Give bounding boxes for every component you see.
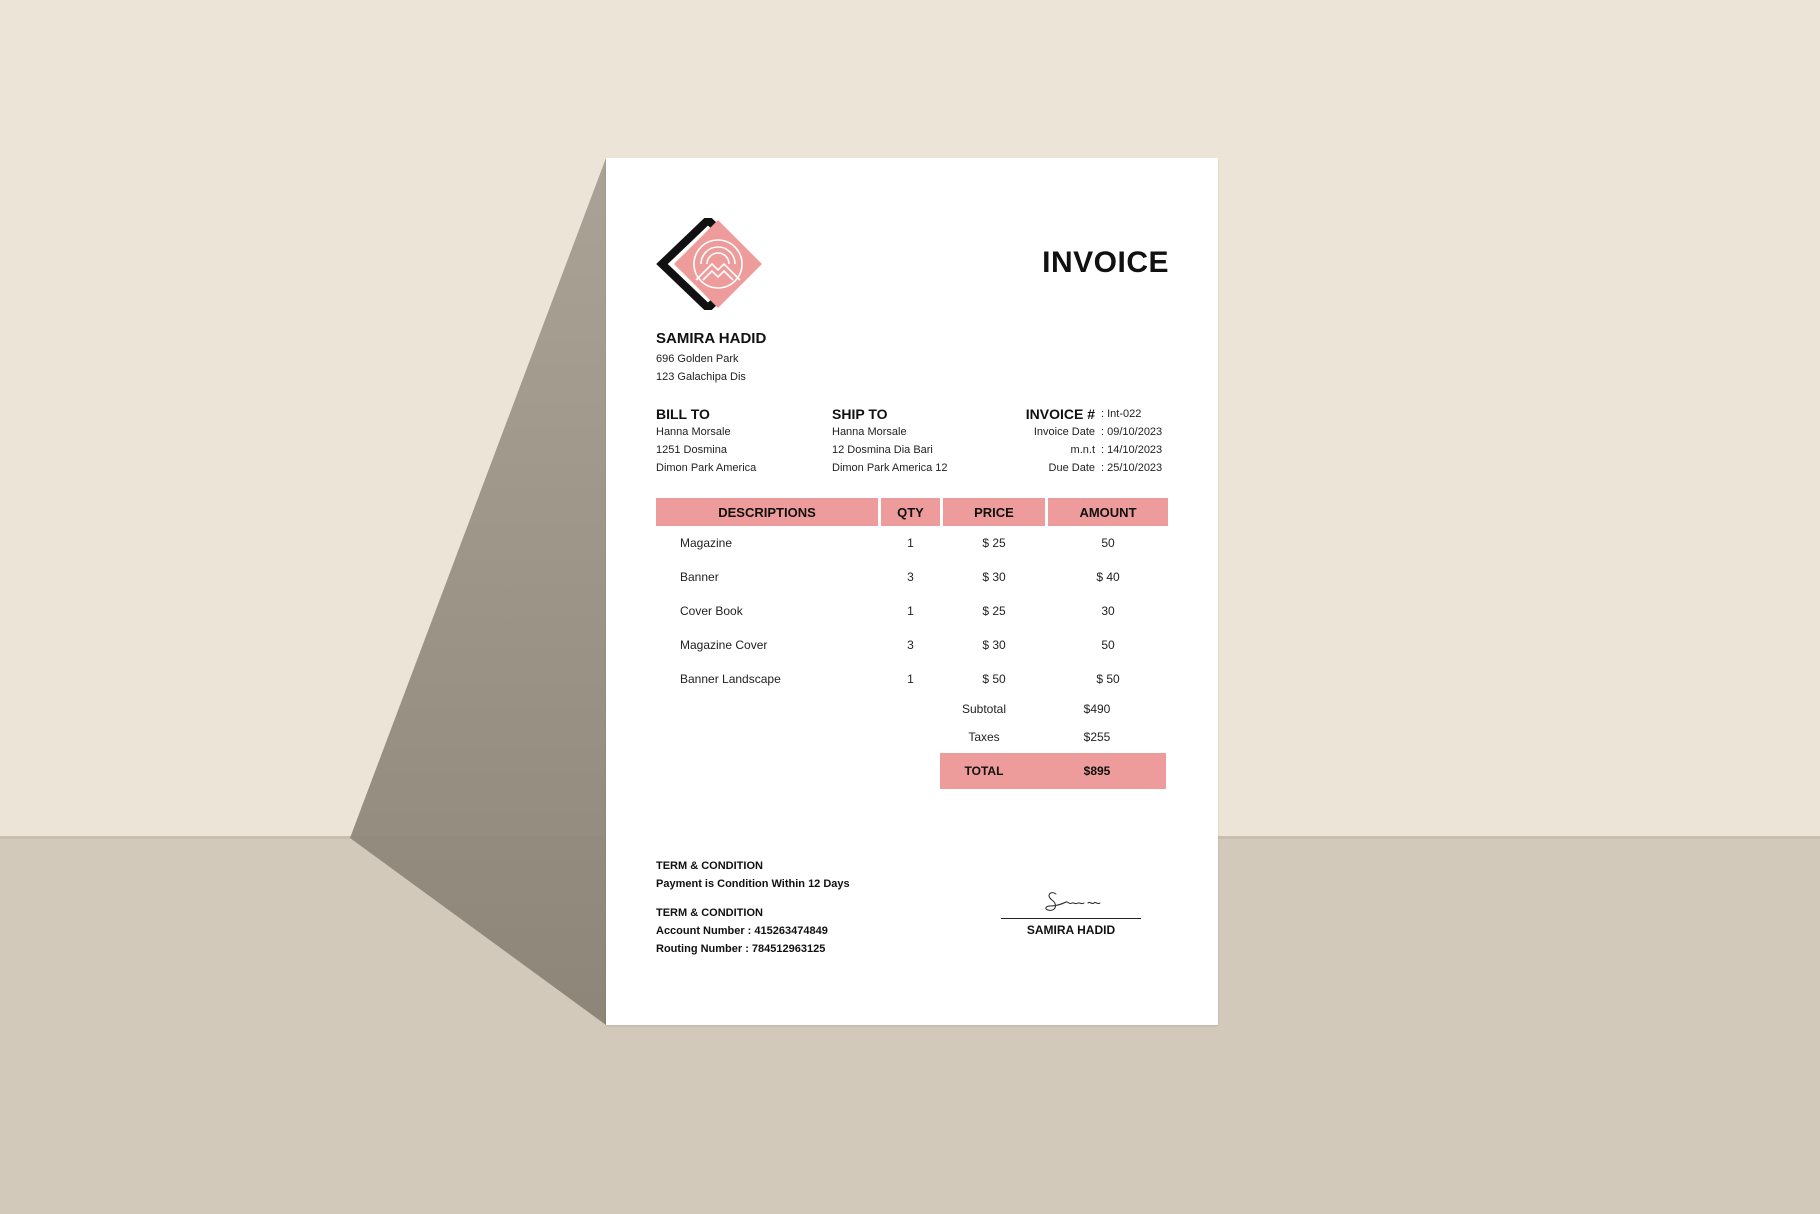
item-price: $ 30 [982, 570, 1006, 584]
ship-to-line2: Dimon Park America 12 [832, 462, 948, 474]
header-descriptions: DESCRIPTIONS [656, 498, 878, 526]
account-number: Account Number : 415263474849 [656, 925, 828, 937]
sender-block [656, 330, 766, 386]
table-row [656, 628, 1168, 662]
company-logo [656, 218, 766, 310]
signature-line [1001, 918, 1141, 919]
invoice-date-label: Invoice Date [1033, 426, 1095, 438]
total-value: $895 [1083, 764, 1111, 778]
header-qty: QTY [881, 498, 940, 526]
header-amount: AMOUNT [1048, 498, 1168, 526]
item-amount: 50 [1101, 536, 1115, 550]
table-row [656, 560, 1168, 594]
item-qty: 3 [907, 570, 914, 584]
bill-to-line2: Dimon Park America [656, 462, 757, 474]
routing-number: Routing Number : 784512963125 [656, 943, 826, 955]
subtotal-row [940, 695, 1166, 723]
item-price: $ 30 [982, 638, 1006, 652]
bill-to-name: Hanna Morsale [656, 426, 731, 438]
item-price: $ 50 [982, 672, 1006, 686]
invoice-number-label: INVOICE # [1025, 406, 1095, 422]
invoice-meta-block [1001, 405, 1171, 477]
table-row [656, 594, 1168, 628]
sender-name: SAMIRA HADID [656, 330, 767, 347]
invoice-number-value: : Int-022 [1101, 408, 1142, 420]
item-amount: 50 [1101, 638, 1115, 652]
item-description: Banner Landscape [680, 672, 781, 686]
invoice-date-row [1001, 423, 1171, 441]
invoice-date-value: : 09/10/2023 [1101, 426, 1163, 438]
item-qty: 1 [907, 604, 914, 618]
invoice-mnt-value: : 14/10/2023 [1101, 444, 1163, 456]
invoice-number-row [1001, 405, 1171, 423]
bill-to-heading: BILL TO [656, 406, 710, 422]
terms-payment-text: Payment is Condition Within 12 Days [656, 878, 850, 890]
invoice-due-row [1001, 459, 1171, 477]
total-label: TOTAL [964, 764, 1004, 778]
item-qty: 1 [907, 536, 914, 550]
signatory-name: SAMIRA HADID [1026, 923, 1116, 937]
ship-to-line1: 12 Dosmina Dia Bari [832, 444, 933, 456]
table-row [656, 662, 1168, 696]
bill-to-line1: 1251 Dosmina [656, 444, 727, 456]
invoice-due-value: : 25/10/2023 [1101, 462, 1163, 474]
item-description: Magazine Cover [680, 638, 768, 652]
terms-heading-1: TERM & CONDITION [656, 860, 763, 872]
item-amount: $ 50 [1096, 672, 1120, 686]
subtotal-value: $490 [1083, 702, 1111, 716]
table-row [656, 526, 1168, 560]
invoice-paper [606, 158, 1218, 1025]
handwritten-signature [1026, 884, 1116, 916]
item-description: Banner [680, 570, 719, 584]
subtotal-label: Subtotal [961, 702, 1007, 716]
total-row [940, 753, 1166, 789]
invoice-due-label: Due Date [1048, 462, 1095, 474]
item-description: Magazine [680, 536, 733, 550]
ship-to-name: Hanna Morsale [832, 426, 907, 438]
bill-to-block [656, 405, 756, 477]
table-header-row [656, 498, 1168, 526]
invoice-mnt-row [1001, 441, 1171, 459]
invoice-mnt-label: m.n.t [1070, 444, 1095, 456]
item-qty: 1 [907, 672, 914, 686]
signature-block [1001, 884, 1141, 937]
terms-block [656, 857, 850, 958]
ship-to-heading: SHIP TO [832, 406, 888, 422]
item-price: $ 25 [982, 604, 1006, 618]
item-amount: 30 [1101, 604, 1115, 618]
totals-block [940, 695, 1166, 789]
ship-to-block [832, 405, 948, 477]
taxes-row [940, 723, 1166, 751]
item-amount: $ 40 [1096, 570, 1120, 584]
line-items-table [653, 498, 1171, 696]
item-price: $ 25 [982, 536, 1006, 550]
taxes-value: $255 [1083, 730, 1111, 744]
sender-address-line2: 123 Galachipa Dis [656, 371, 746, 383]
sender-address-line1: 696 Golden Park [656, 353, 739, 365]
taxes-label: Taxes [968, 730, 1000, 744]
item-description: Cover Book [680, 604, 743, 618]
header-price: PRICE [943, 498, 1045, 526]
item-qty: 3 [907, 638, 914, 652]
terms-heading-2: TERM & CONDITION [656, 907, 763, 919]
document-title: INVOICE [1042, 246, 1169, 279]
